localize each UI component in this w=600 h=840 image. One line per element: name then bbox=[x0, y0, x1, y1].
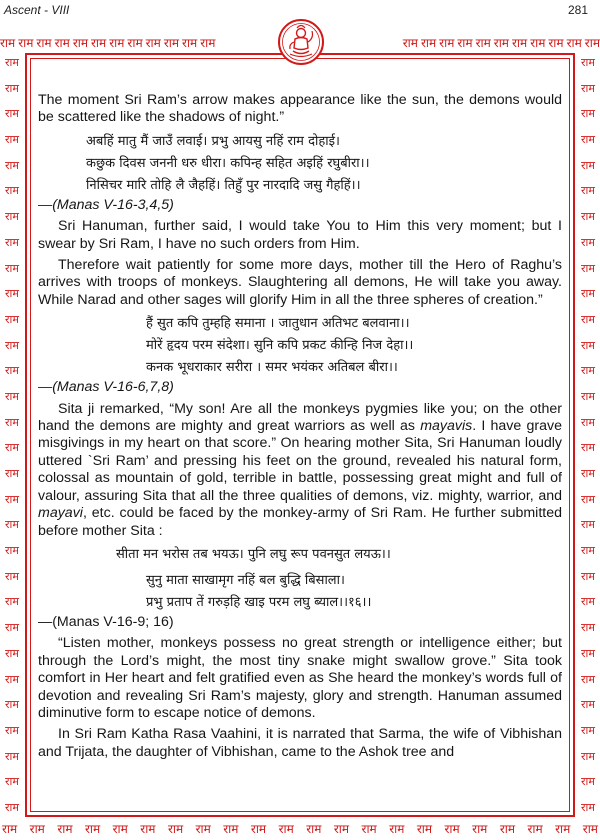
paragraph-4-emphasis: mayavis bbox=[420, 418, 473, 435]
border-ram-word: राम bbox=[581, 698, 595, 712]
border-ram-word: राम bbox=[457, 36, 473, 50]
border-ram-word: राम bbox=[581, 492, 595, 506]
border-ram-word: राम bbox=[223, 822, 239, 836]
verse-reference: —(Manas V-16-6,7,8) bbox=[38, 379, 174, 396]
border-ram-word: राम bbox=[581, 133, 595, 147]
border-ram-word: राम bbox=[5, 621, 19, 635]
verse-reference: —(Manas V-16-9; 16) bbox=[38, 613, 174, 630]
border-ram-word: राम bbox=[416, 822, 433, 836]
border-ram-word: राम bbox=[475, 36, 491, 50]
border-ram-word: राम bbox=[530, 36, 546, 50]
border-ram-word: राम bbox=[581, 338, 595, 352]
border-ram-word: राम bbox=[581, 415, 595, 429]
verse-line: हैं सुत कपि तुम्हहि समाना । जातुधान अतिभट बलवाना।। bbox=[146, 316, 410, 332]
border-ram-word: राम bbox=[5, 338, 19, 352]
border-ram-word: राम bbox=[250, 822, 267, 836]
border-ram-word: राम bbox=[581, 210, 595, 224]
border-ram-word: राम bbox=[0, 36, 16, 50]
paragraph-4-emphasis: mayavi bbox=[38, 505, 83, 522]
border-ram-word: राम bbox=[581, 800, 595, 814]
border-ram-word: राम bbox=[5, 749, 19, 763]
border-ram-word: राम bbox=[5, 133, 19, 147]
verse-line: निसिचर मारि तोहि लै जैहहिं। तिहुँ पुर नारदादि जसु गैहहिं।। bbox=[86, 177, 361, 193]
border-ram-word: राम bbox=[581, 723, 595, 737]
border-ram-word: राम bbox=[36, 36, 52, 50]
verse-line: कनक भूधराकार सरीरा । समर भयंकर अतिबल बीरा।। bbox=[146, 360, 398, 376]
border-left bbox=[0, 55, 24, 815]
border-ram-word: राम bbox=[581, 672, 595, 686]
border-ram-word: राम bbox=[5, 698, 19, 712]
border-ram-word: राम bbox=[581, 261, 595, 275]
border-ram-word: राम bbox=[109, 36, 125, 50]
border-ram-word: राम bbox=[278, 822, 294, 836]
border-ram-word: राम bbox=[182, 36, 198, 50]
border-ram-word: राम bbox=[361, 822, 377, 836]
border-ram-word: राम bbox=[499, 822, 516, 836]
border-ram-word: राम bbox=[581, 621, 595, 635]
border-ram-word: राम bbox=[5, 672, 19, 686]
border-ram-word: राम bbox=[5, 364, 19, 378]
border-ram-word: राम bbox=[555, 822, 571, 836]
border-ram-word: राम bbox=[127, 36, 143, 50]
verse-block-1 bbox=[38, 131, 562, 197]
border-ram-word: राम bbox=[581, 569, 595, 583]
border-ram-word: राम bbox=[5, 107, 19, 121]
border-ram-word: राम bbox=[5, 312, 19, 326]
verse-line: सुनु माता साखामृग नहिं बल बुद्धि बिसाला। bbox=[146, 572, 345, 588]
border-ram-word: राम bbox=[5, 184, 19, 198]
border-ram-word: राम bbox=[582, 822, 598, 836]
border-ram-word: राम bbox=[18, 36, 34, 50]
border-ram-word: राम bbox=[112, 822, 128, 836]
border-ram-word: राम bbox=[581, 56, 595, 69]
border-ram-word: राम bbox=[389, 822, 405, 836]
border-ram-word: राम bbox=[5, 492, 19, 506]
border-ram-word: राम bbox=[5, 544, 19, 558]
border-ram-word: राम bbox=[5, 595, 19, 609]
border-ram-word: राम bbox=[5, 518, 19, 532]
verse-block-4 bbox=[38, 570, 562, 614]
border-ram-word: राम bbox=[581, 775, 595, 789]
border-ram-word: राम bbox=[5, 210, 19, 224]
verse-line: मोरें हृदय परम संदेशा। सुनि कपि प्रकट कीन्हि निज देहा।। bbox=[146, 338, 414, 354]
border-ram-word: राम bbox=[163, 36, 180, 50]
border-ram-word: राम bbox=[333, 822, 350, 836]
border-ram-word: राम bbox=[472, 822, 488, 836]
border-ram-word: राम bbox=[195, 822, 211, 836]
border-ram-word: राम bbox=[444, 822, 460, 836]
border-ram-word: राम bbox=[581, 544, 595, 558]
border-ram-word: राम bbox=[581, 595, 595, 609]
border-ram-word: राम bbox=[5, 800, 19, 814]
border-ram-word: राम bbox=[140, 822, 156, 836]
border-ram-word: राम bbox=[402, 36, 418, 50]
border-bottom bbox=[0, 820, 600, 840]
verse-line: सीता मन भरोस तब भयऊ। पुनि लघु रूप पवनसुत लयऊ।। bbox=[116, 546, 391, 562]
paragraph-5: “Listen mother, monkeys possess no great strength or intelligence either; but through the Lord’s might, the most tiny snake might swallow grove.” Sita took comfort in Her heart and felt gratified even as She heard the monkey’s words full of devotion and revealing Sri Ram’s majesty, glory and strength. Hanuman assumed diminutive form to escape notice of demons. bbox=[38, 635, 562, 721]
paragraph-4-part: , etc. could be faced by the monkey-army of Sri Ram. He further submitted before mother Sita : bbox=[38, 505, 562, 539]
border-ram-word: राम bbox=[5, 235, 19, 249]
border-ram-word: राम bbox=[5, 287, 19, 301]
border-ram-word: राम bbox=[5, 441, 19, 455]
paragraph-2: Sri Hanuman, further said, I would take You to Him this very moment; but I swear by Sri Ram, I have no such orders from Him. bbox=[38, 218, 562, 252]
border-top-right-group bbox=[403, 34, 600, 54]
border-ram-word: राम bbox=[306, 822, 322, 836]
border-ram-word: राम bbox=[581, 518, 595, 532]
border-ram-word: राम bbox=[2, 822, 18, 836]
border-ram-word: राम bbox=[5, 415, 19, 429]
book-title: Ascent - VIII bbox=[4, 3, 70, 17]
paragraph-4-part: . I have grave misgivings in my heart on that score.” On hearing mother Sita, Sri Hanuman loudly uttered `Sri Ram’ and pressing his feet on the ground, revealed his natural form, colossal as mountain of gold, terrible in battle, possessing great might and full of valour, assuring Sita that all the three qualities of demons, viz. mighty, warrior, and bbox=[38, 418, 562, 504]
border-ram-word: राम bbox=[581, 467, 595, 480]
border-ram-word: राम bbox=[5, 56, 19, 69]
border-ram-word: राम bbox=[439, 36, 455, 50]
border-top-left-group bbox=[0, 34, 215, 54]
verse-line: कछुक दिवस जननी धरु धीरा। कपिन्ह सहित अइहिं रघुबीरा।। bbox=[86, 155, 370, 171]
border-ram-word: राम bbox=[566, 36, 582, 50]
border-ram-word: राम bbox=[581, 158, 595, 172]
border-ram-word: राम bbox=[581, 312, 595, 326]
border-ram-word: राम bbox=[581, 107, 595, 121]
border-ram-word: राम bbox=[581, 441, 595, 455]
paragraph-6: In Sri Ram Katha Rasa Vaahini, it is narrated that Sarma, the wife of Vibhishan and Trijata, the daughter of Vibhishan, came to the Ashok tree and bbox=[38, 726, 562, 760]
border-ram-word: राम bbox=[5, 569, 19, 583]
border-ram-word: राम bbox=[5, 467, 19, 480]
page-number: 281 bbox=[567, 3, 588, 17]
border-ram-word: राम bbox=[91, 36, 107, 50]
border-ram-word: राम bbox=[167, 822, 184, 836]
verse-line: अबहिं मातु मैं जाउँ लवाई। प्रभु आयसु नहिं राम दोहाई। bbox=[86, 133, 340, 149]
verse-line: प्रभु प्रताप तें गरुड़हि खाइ परम लघु ब्याल।।१६।। bbox=[146, 594, 372, 610]
paragraph-3: Therefore wait patiently for some more days, mother till the Hero of Raghu’s arrives with troops of monkeys. Slaughtering all demons, He will take you away. While Narad and other sages will glorify Him in all the three spheres of creation.” bbox=[38, 257, 562, 308]
border-ram-word: राम bbox=[5, 261, 19, 275]
paragraph-4 bbox=[38, 401, 562, 540]
border-ram-word: राम bbox=[72, 36, 89, 50]
border-ram-word: राम bbox=[581, 81, 595, 95]
border-ram-word: राम bbox=[5, 723, 19, 737]
verse-block-2 bbox=[38, 313, 562, 379]
verse-block-3 bbox=[38, 544, 562, 566]
border-ram-word: राम bbox=[581, 184, 595, 198]
page-content bbox=[38, 92, 562, 765]
border-ram-word: राम bbox=[57, 822, 73, 836]
border-ram-word: राम bbox=[5, 158, 19, 172]
border-ram-word: राम bbox=[584, 36, 600, 50]
border-ram-word: राम bbox=[5, 389, 19, 403]
border-ram-word: राम bbox=[493, 36, 509, 50]
border-ram-word: राम bbox=[581, 749, 595, 763]
border-ram-word: राम bbox=[420, 36, 437, 50]
border-ram-word: राम bbox=[581, 364, 595, 378]
verse-reference: —(Manas V-16-3,4,5) bbox=[38, 196, 174, 213]
border-ram-word: राम bbox=[548, 36, 564, 50]
border-ram-word: राम bbox=[581, 287, 595, 301]
paragraph-4-part: Sita ji remarked, “My son! Are all the monkeys pygmies like you; on the other hand the demons are mighty and great warriors as well as bbox=[38, 400, 562, 435]
border-ram-word: राम bbox=[29, 822, 45, 836]
border-ram-word: राम bbox=[84, 822, 101, 836]
border-right bbox=[576, 55, 600, 815]
hanuman-seated-emblem-icon bbox=[274, 18, 328, 66]
border-ram-word: राम bbox=[5, 646, 19, 660]
border-ram-word: राम bbox=[5, 775, 19, 789]
border-ram-word: राम bbox=[581, 646, 595, 660]
border-ram-word: राम bbox=[200, 36, 216, 50]
border-ram-word: राम bbox=[527, 822, 543, 836]
border-ram-word: राम bbox=[581, 235, 595, 249]
border-ram-word: राम bbox=[511, 36, 528, 50]
paragraph-1: The moment Sri Ram’s arrow makes appearance like the sun, the demons would be scattered like the shadows of night.” bbox=[38, 92, 562, 126]
border-ram-word: राम bbox=[5, 81, 19, 95]
border-ram-word: राम bbox=[54, 36, 70, 50]
border-ram-word: राम bbox=[145, 36, 161, 50]
border-ram-word: राम bbox=[581, 389, 595, 403]
